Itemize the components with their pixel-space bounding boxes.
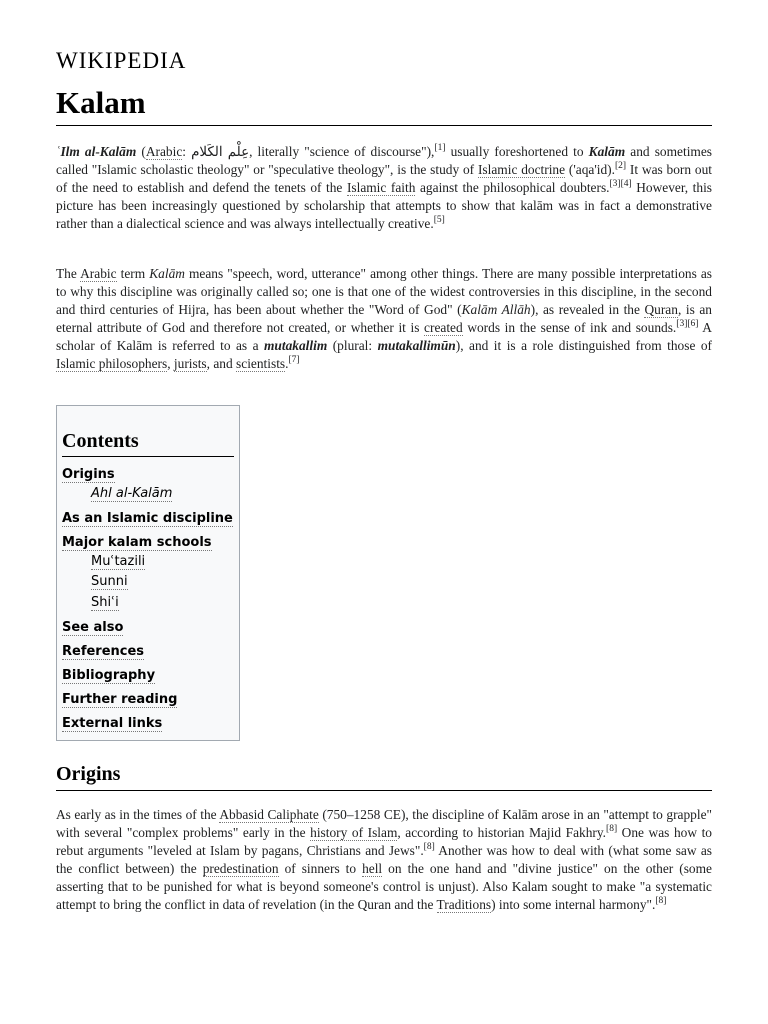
toc-item-as-an-islamic-discipline[interactable]: As an Islamic discipline bbox=[62, 511, 233, 526]
table-of-contents bbox=[56, 405, 240, 741]
toc-item-major-kalam-schools[interactable]: Major kalam schools bbox=[62, 535, 212, 550]
ref-3-4[interactable]: [3][4] bbox=[609, 178, 632, 189]
ref-8b[interactable]: [8] bbox=[423, 841, 435, 852]
wikipedia-wordmark-logo[interactable]: WIKIPEDIA bbox=[56, 48, 187, 73]
link-arabic[interactable]: Arabic bbox=[145, 144, 183, 159]
toc-item-origins[interactable]: Origins bbox=[62, 467, 115, 482]
toc-item-see-also[interactable]: See also bbox=[62, 620, 124, 635]
ref-8c[interactable]: [8] bbox=[655, 895, 667, 906]
toc-title: Contents bbox=[62, 430, 234, 457]
toc-item-bibliography[interactable]: Bibliography bbox=[62, 668, 156, 683]
link-traditions[interactable]: Traditions bbox=[436, 896, 492, 912]
ref-7[interactable]: [7] bbox=[288, 354, 300, 365]
toc-item-mutazili[interactable]: Muʿtazili bbox=[91, 554, 146, 569]
link-islamic-doctrine[interactable]: Islamic doctrine bbox=[477, 161, 566, 177]
lead-paragraph-1: ʿIlm al-Kalām (Arabic: عِلْم الكَلام, literally "science of discourse"),[1] usually foreshortened to Kalām and sometimes called "Islamic scholastic theology" or "speculative theology", is the study of Islamic doctrine ('aqa'id).[2] It was born out of the need to establish and defend the tenets of the Islamic faith against the philosophical doubters.[3][4] However, this picture has been increasingly questioned by scholarship that attempts to show that kalām was in fact a demonstrative rather than a dialectical science and was always intellectually creative.[5] bbox=[56, 143, 713, 231]
toc-item-external-links[interactable]: External links bbox=[62, 716, 163, 731]
ref-3-6[interactable]: [3][6] bbox=[676, 318, 699, 329]
link-islamic-philosophers[interactable]: Islamic philosophers bbox=[56, 355, 168, 371]
link-scientists[interactable]: scientists bbox=[236, 355, 286, 371]
ref-1[interactable]: [1] bbox=[434, 143, 446, 153]
link-abbasid-caliphate[interactable]: Abbasid Caliphate bbox=[219, 807, 319, 822]
ref-8[interactable]: [8] bbox=[606, 823, 618, 834]
link-predestination[interactable]: predestination bbox=[202, 860, 279, 876]
link-islamic-faith[interactable]: Islamic faith bbox=[346, 179, 416, 195]
section-heading-origins: Origins bbox=[56, 763, 712, 791]
link-quran[interactable]: Quran bbox=[644, 301, 678, 317]
toc-item-further-reading[interactable]: Further reading bbox=[62, 692, 178, 707]
toc-item-ahl-al-kalam[interactable]: Ahl al-Kalām bbox=[91, 486, 173, 501]
lead-paragraph-2: The Arabic term Kalām means "speech, word, utterance" among other things. There are many possible interpretations as to why this discipline was originally called so; one is that one of the widest controversies in this discipline, in the second and third centuries of Hijra, has been about whether the "Word of God" (Kalām Allāh), as revealed in the Quran, is an eternal attribute of God and therefore not created, or whether it is created words in the sense of ink and sounds.[3][6] A scholar of Kalām is referred to as a mutakallim (plural: mutakallimūn), and it is a role distinguished from those of Islamic philosophers, jurists, and scientists.[7] bbox=[56, 266, 713, 371]
page-title: Kalam bbox=[56, 83, 712, 126]
term-ilm-al-kalam: ʿIlm al-Kalām bbox=[56, 144, 137, 159]
link-jurists[interactable]: jurists bbox=[173, 355, 207, 371]
link-history-of-islam[interactable]: history of Islam bbox=[310, 824, 398, 840]
link-created[interactable]: created bbox=[424, 319, 463, 335]
toc-item-shii[interactable]: Shiʿi bbox=[91, 595, 119, 610]
toc-item-sunni[interactable]: Sunni bbox=[91, 574, 128, 589]
ref-2[interactable]: [2] bbox=[615, 160, 627, 171]
ref-5[interactable]: [5] bbox=[433, 214, 445, 225]
origins-paragraph: As early as in the times of the Abbasid Caliphate (750–1258 CE), the discipline of Kalām arose in an "attempt to grapple" with several "complex problems" early in the history of Islam, according to historian Majid Fakhry.[8] One was how to rebut arguments "leveled at Islam by pagans, Christians and Jews".[8] Another was how to deal with (what some saw as the conflict between) the predestination of sinners to hell on the one hand and "divine justice" on the other (some asserting that to be punished for what is beyond someone's control is unjust). Also Kalam sought to make "a systematic attempt to bring the conflict in data of revelation (in the Quran and the Traditions) into some internal harmony".[8] bbox=[56, 807, 712, 912]
link-arabic-2[interactable]: Arabic bbox=[80, 266, 117, 281]
link-hell[interactable]: hell bbox=[362, 860, 383, 876]
toc-item-references[interactable]: References bbox=[62, 644, 145, 659]
